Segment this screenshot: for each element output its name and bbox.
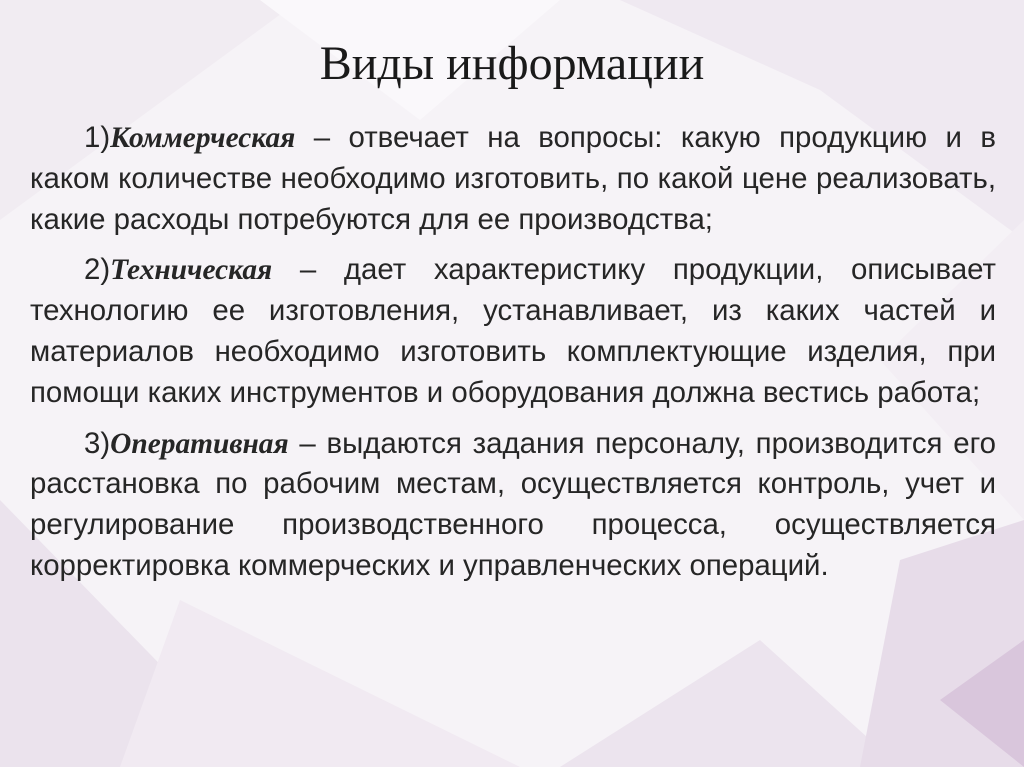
item-text: – выдаются задания персоналу, производится его расстановка по рабочим местам, осуществляется контроль, учет и регулирование производственного процесса, осуществляется корректировка коммерческих и управленческих операций.	[30, 426, 996, 582]
item-text: – дает характеристику продукции, описывает технологию ее изготовления, устанавливает, из каких частей и материалов необходимо изготовить комплектующие изделия, при помощи каких инструментов и оборудования должна вестись работа;	[30, 253, 996, 409]
list-item-operational	[30, 424, 996, 587]
list-item-commercial	[30, 118, 996, 240]
slide-body	[30, 118, 996, 597]
item-number: 1)	[84, 121, 111, 154]
list-item-technical	[30, 250, 996, 413]
slide-title: Виды информации	[319, 37, 705, 90]
item-number: 3)	[84, 426, 111, 460]
item-text: – отвечает на вопросы: какую продукцию и в каком количестве необходимо изготовить, по какой цене реализовать, какие расходы потребуются для ее производства;	[30, 121, 996, 236]
item-term: Коммерческая	[110, 122, 296, 154]
item-number: 2)	[84, 253, 111, 287]
item-term: Техническая	[110, 254, 273, 287]
item-term: Оперативная	[110, 427, 289, 460]
